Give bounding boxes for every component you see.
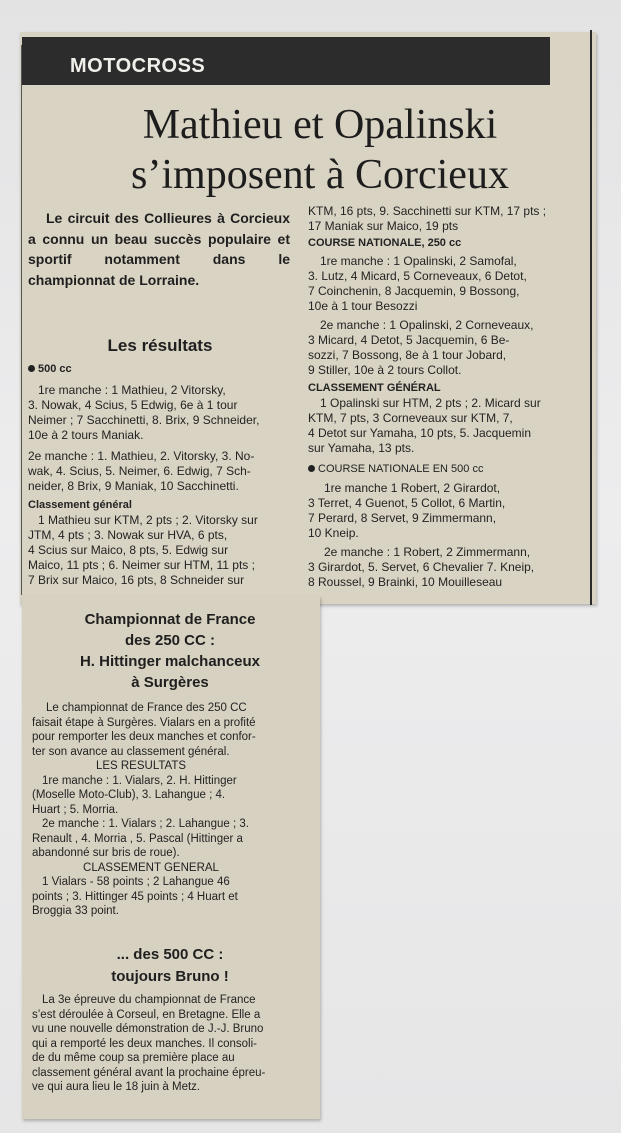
cg-line-5: 7 Brix sur Maico, 16 pts, 8 Schneider sur <box>28 573 245 587</box>
a3-body-7: ve qui aura lieu le 18 juin à Metz. <box>32 1081 201 1093</box>
a3-body-2: s’est déroulée à Corseul, en Bretagne. Elle a <box>32 1008 261 1021</box>
cn500-title <box>308 462 580 477</box>
cn500-m2-line-3: 8 Roussel, 9 Brainki, 10 Mouilleseau <box>308 575 503 589</box>
article3-body <box>32 993 310 1095</box>
m2-line-2: wak, 4. Scius, 5. Neimer, 6. Edwig, 7 Sch- <box>28 464 251 478</box>
bullet-icon <box>308 465 315 472</box>
cg250-line-3: 4 Detot sur Yamaha, 10 pts, 5. Jacquemin <box>308 426 532 440</box>
cn250-m1-line-3: 7 Coinchenin, 8 Jacquemin, 9 Bossong, <box>308 284 520 298</box>
a3-body-1: La 3e épreuve du championnat de France <box>42 994 256 1006</box>
article2-body <box>32 701 310 919</box>
lede-paragraph: Le circuit des Collieures à Corcieux a connu un beau succès populaire et sportif notamment dans le championnat de Lorraine. <box>28 210 290 288</box>
m1-line-3: Neimer ; 7 Sacchinetti, 8. Brix, 9 Schneider, <box>28 413 260 427</box>
a2-results-label: LES RESULTATS <box>95 760 187 772</box>
article2-title-line-2: des 250 CC : <box>124 632 216 649</box>
right-results-column <box>308 204 580 590</box>
article3-title-line-1: ... des 500 CC : <box>116 946 224 963</box>
cn250-m2-line-2: 3 Micard, 4 Detot, 5 Jacquemin, 6 Be- <box>308 333 510 347</box>
category-500cc-label: 500 cc <box>38 363 72 375</box>
cn500-m1-line-4: 10 Kneip. <box>308 526 359 540</box>
a2-body-3: pour remporter les deux manches et confor- <box>32 731 256 743</box>
m2-line-3: neider, 8 Brix, 9 Maniak, 10 Sacchinetti. <box>28 479 239 493</box>
cn500-m2-line-1: 2e manche : 1 Robert, 2 Zimmermann, <box>324 545 531 559</box>
cn250-m1-line-4: 10e à 1 tour Besozzi <box>308 299 418 313</box>
m2-line-1: 2e manche : 1. Mathieu, 2. Vitorsky, 3. No- <box>28 449 255 463</box>
a2-body-4: ter son avance au classement général. <box>32 745 230 758</box>
classement-label: Classement général <box>28 499 132 511</box>
article2-title <box>30 609 310 693</box>
category-500cc <box>28 362 292 377</box>
left-results-column <box>28 362 292 588</box>
a2-m2-1: 2e manche : 1. Vialars ; 2. Lahangue ; 3. <box>42 818 249 830</box>
a2-cg-label: CLASSEMENT GENERAL <box>83 861 219 874</box>
m1-line-1: 1re manche : 1 Mathieu, 2 Vitorsky, <box>38 383 226 397</box>
a2-body-2: faisait étape à Surgères. Vialars en a profité <box>32 716 256 729</box>
article2-title-line-1: Championnat de France <box>84 611 256 628</box>
a2-m1-1: 1re manche : 1. Vialars, 2. H. Hittinger <box>42 774 237 787</box>
a2-m2-2: Renault , 4. Morria , 5. Pascal (Hittinger a <box>32 832 243 845</box>
a2-m1-2: (Moselle Moto-Club), 3. Lahangue ; 4. <box>32 789 226 801</box>
cg-line-3: 4 Scius sur Maico, 8 pts, 5. Edwig sur <box>28 543 229 557</box>
a2-body-1: Le championnat de France des 250 CC <box>46 702 247 714</box>
a3-body-4: qui a remporté les deux manches. Il consoli- <box>32 1037 257 1050</box>
article2-title-line-4: à Surgères <box>131 674 209 691</box>
m1-line-2: 3. Nowak, 4 Scius, 5 Edwig, 6e à 1 tour <box>28 398 238 412</box>
cg250-line-2: KTM, 7 pts, 3 Corneveaux sur KTM, 7, <box>308 411 513 425</box>
cn500-m1-line-1: 1re manche 1 Robert, 2 Girardot, <box>324 481 501 495</box>
m1-line-4: 10e à 2 tours Maniak. <box>28 428 144 442</box>
a2-cg-1: 1 Vialars - 58 points ; 2 Lahangue 46 <box>42 876 230 888</box>
results-heading: Les résultats <box>107 336 213 355</box>
cn500-title-label: COURSE NATIONALE EN 500 cc <box>318 463 484 475</box>
cn250-m2-line-3: sozzi, 7 Bossong, 8e à 1 tour Jobard, <box>308 348 507 362</box>
cg-line-4: Maico, 11 pts ; 6. Neimer sur HTM, 11 pts ; <box>28 558 255 572</box>
a2-cg-2: points ; 3. Hittinger 45 points ; 4 Huart et <box>32 890 238 903</box>
headline-line-2: s’imposent à Corcieux <box>131 152 509 198</box>
article3-title <box>30 944 310 988</box>
article3-title-line-2: toujours Bruno ! <box>111 968 229 985</box>
cg-line-2: JTM, 4 pts ; 3. Nowak sur HVA, 6 pts, <box>28 528 228 542</box>
cn250-m2-line-1: 2e manche : 1 Opalinski, 2 Corneveaux, <box>320 318 534 332</box>
cg250-line-1: 1 Opalinski sur HTM, 2 pts ; 2. Micard sur <box>320 396 541 410</box>
frame-edge-right <box>590 30 592 605</box>
cn500-m1-line-3: 7 Perard, 8 Servet, 9 Zimmermann, <box>308 511 497 525</box>
cg-line-1: 1 Mathieu sur KTM, 2 pts ; 2. Vitorsky sur <box>38 513 258 527</box>
a2-m1-3: Huart ; 5. Morria. <box>32 803 119 816</box>
cg250-line-4: sur Yamaha, 13 pts. <box>308 441 415 455</box>
headline-line-1: Mathieu et Opalinski <box>142 102 498 148</box>
a3-body-5: de du même coup sa première place au <box>32 1052 235 1064</box>
intro-line-1: KTM, 16 pts, 9. Sacchinetti sur KTM, 17 pts ; <box>308 204 547 218</box>
cn500-m2-line-2: 3 Girardot, 5. Servet, 6 Chevalier 7. Kneip, <box>308 560 535 574</box>
cn250-m2-line-4: 9 Stiller, 10e à 2 tours Collot. <box>308 363 462 377</box>
cg250-title: CLASSEMENT GÉNÉRAL <box>308 382 441 394</box>
intro-line-2: 17 Maniak sur Maico, 19 pts <box>308 219 459 233</box>
cn250-title: COURSE NATIONALE, 250 cc <box>308 237 462 249</box>
cn250-m1-line-1: 1re manche : 1 Opalinski, 2 Samofal, <box>320 254 517 268</box>
article2-title-line-3: H. Hittinger malchanceux <box>79 653 261 670</box>
section-banner-label: MOTOCROSS <box>70 55 206 77</box>
cn250-m1-line-2: 3. Lutz, 4 Micard, 5 Corneveaux, 6 Detot, <box>308 269 527 283</box>
a2-cg-3: Broggia 33 point. <box>32 905 119 917</box>
a2-m2-3: abandonné sur bris de roue). <box>32 847 180 859</box>
a3-body-6: classement général avant la prochaine épreu- <box>32 1066 266 1079</box>
frame-edge-left <box>21 45 22 595</box>
a3-body-3: vu une nouvelle démonstration de J.-J. Bruno <box>32 1023 264 1035</box>
bullet-icon <box>28 365 35 372</box>
cn500-m1-line-2: 3 Terret, 4 Guenot, 5 Collot, 6 Martin, <box>308 496 506 510</box>
